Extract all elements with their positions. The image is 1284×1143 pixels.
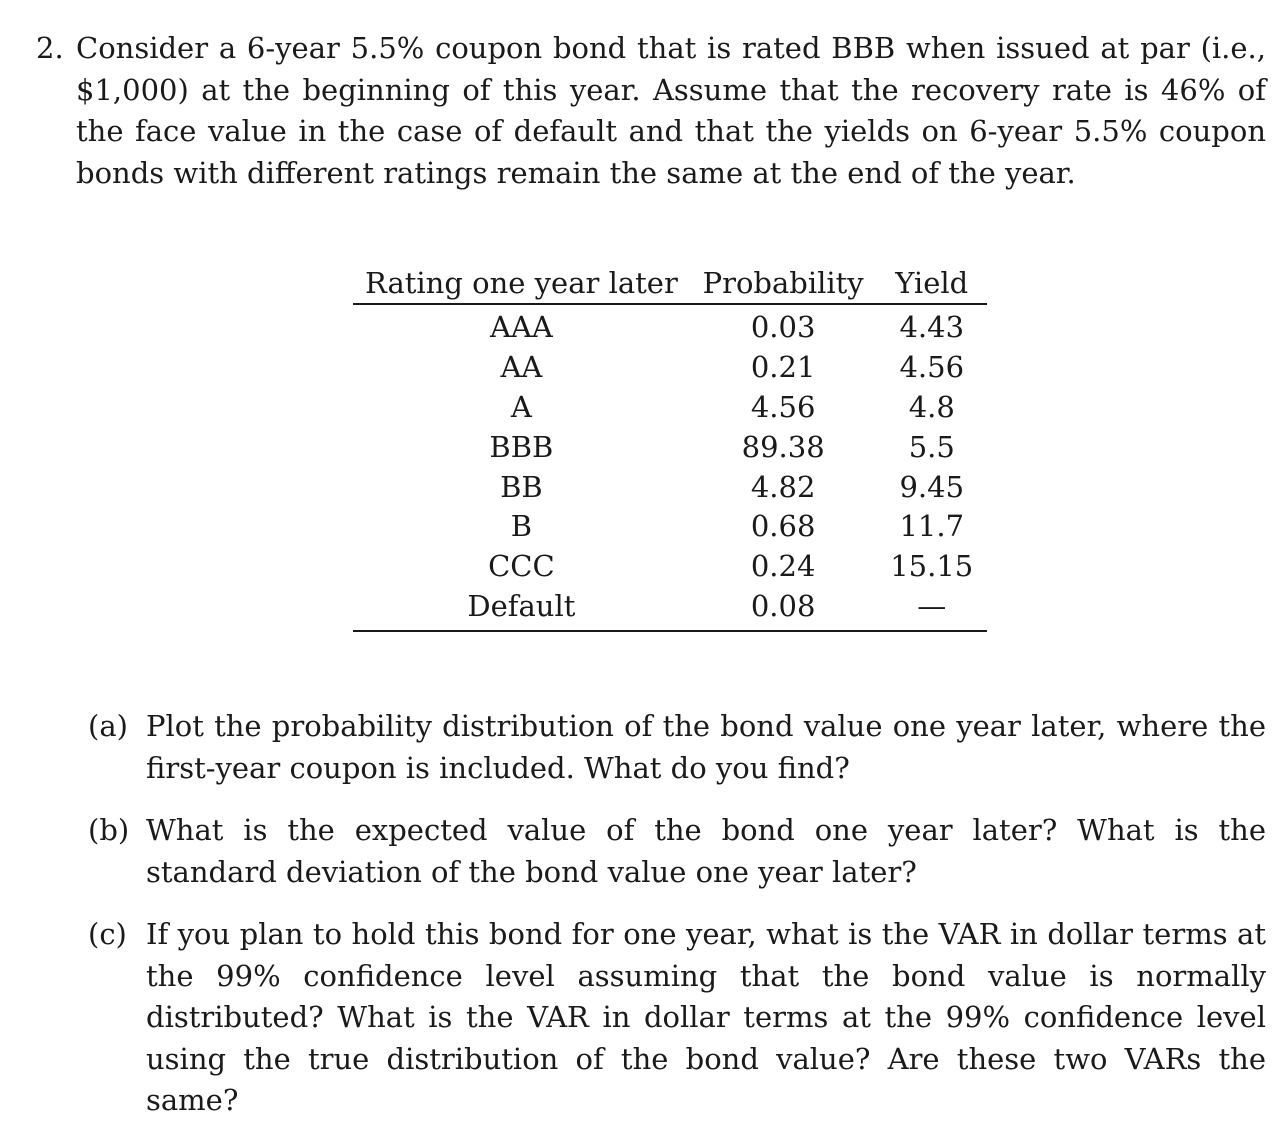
part-text: If you plan to hold this bond for one year, what is the VAR in dollar terms at the 99% confidence level assuming that the bond value is normally distributed? What is the VAR in dollar terms at the 99% confidence level using the true distribution of the bond value? Are these two VARs the same? xyxy=(146,917,1266,1117)
cell-probability: 0.21 xyxy=(750,349,816,384)
cell-rating: Default xyxy=(467,589,576,624)
problem-number: 2. xyxy=(36,31,64,65)
problem-text: Consider a 6-year 5.5% coupon bond that is rated BBB when issued at par (i.e., $1,000) at the beginning of this year. Assume that the recovery rate is 46% of the face value in the case of default and that the yields on 6-year 5.5% coupon bonds with different ratings remain the same at the end of the year. xyxy=(76,31,1266,190)
table-row xyxy=(353,427,987,467)
problem-statement xyxy=(36,28,1266,194)
table-row xyxy=(353,387,987,427)
header-probability: Probability xyxy=(690,263,877,304)
question-part-b xyxy=(88,810,1266,893)
cell-yield: 4.43 xyxy=(899,309,965,344)
cell-rating: A xyxy=(510,389,532,424)
cell-rating: BB xyxy=(500,469,543,504)
table-row xyxy=(353,467,987,507)
cell-rating: CCC xyxy=(488,549,555,584)
cell-probability: 4.56 xyxy=(750,389,816,424)
header-yield: Yield xyxy=(877,263,987,304)
question-part-a xyxy=(88,706,1266,789)
table-row xyxy=(353,347,987,387)
cell-probability: 0.24 xyxy=(750,549,816,584)
part-label: (b) xyxy=(88,813,130,847)
question-part-c xyxy=(88,914,1266,1122)
cell-yield: 9.45 xyxy=(899,469,965,504)
rating-transition-table xyxy=(353,263,987,632)
cell-yield: 15.15 xyxy=(890,549,974,584)
cell-yield: 4.56 xyxy=(899,349,965,384)
cell-probability: 89.38 xyxy=(741,429,825,464)
cell-yield: 5.5 xyxy=(908,429,955,464)
cell-rating: B xyxy=(510,509,533,544)
cell-probability: 0.68 xyxy=(750,509,816,544)
cell-probability: 0.08 xyxy=(750,589,816,624)
table-row xyxy=(353,506,987,546)
cell-probability: 4.82 xyxy=(750,469,816,504)
table-row xyxy=(353,546,987,586)
cell-rating: AA xyxy=(500,349,543,384)
cell-rating: BBB xyxy=(489,429,554,464)
cell-yield: 4.8 xyxy=(908,389,955,424)
part-text: What is the expected value of the bond one year later? What is the standard deviation of the bond value one year later? xyxy=(146,813,1266,889)
question-parts xyxy=(88,706,1266,1143)
table-row xyxy=(353,586,987,631)
table-header-row xyxy=(353,263,987,304)
cell-rating: AAA xyxy=(489,309,553,344)
cell-yield: 11.7 xyxy=(899,509,965,544)
part-label: (a) xyxy=(88,709,128,743)
cell-probability: 0.03 xyxy=(750,309,816,344)
part-text: Plot the probability distribution of the bond value one year later, where the first-year coupon is included. What do you find? xyxy=(146,709,1266,785)
header-rating: Rating one year later xyxy=(353,263,690,304)
cell-yield: — xyxy=(917,589,947,624)
table-row xyxy=(353,304,987,347)
part-label: (c) xyxy=(88,917,127,951)
